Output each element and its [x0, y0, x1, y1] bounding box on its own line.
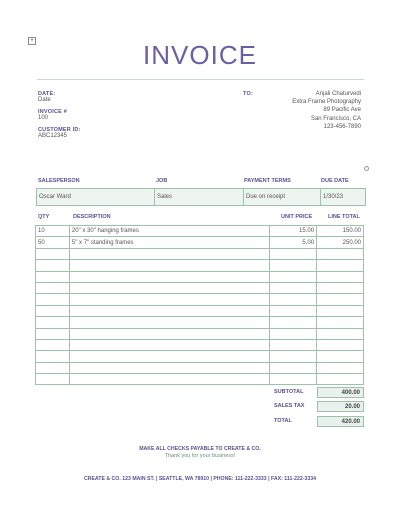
checks-payable-note: MAKE ALL CHECKS PAYABLE TO CREATE & CO.: [139, 446, 261, 452]
invoice-meta: [38, 91, 188, 139]
customer-id-label: CUSTOMER ID:: [38, 127, 81, 133]
recipient-line: San Francisco, CA: [310, 115, 361, 122]
table-row: [36, 374, 364, 385]
invoice-number-value[interactable]: 100: [38, 115, 49, 121]
date-value[interactable]: Date: [38, 97, 51, 103]
line-total-cell[interactable]: [317, 282, 364, 293]
date-label: DATE:: [38, 91, 56, 97]
unit-price-cell[interactable]: [270, 248, 317, 259]
recipient-line: Anjali Chaturvedi: [315, 91, 361, 97]
total-value[interactable]: 420.00: [317, 416, 364, 427]
table-row: [36, 328, 364, 339]
salesperson-cell[interactable]: Oscar Ward: [37, 189, 155, 205]
table-row: [36, 237, 364, 248]
qty-cell[interactable]: [36, 294, 70, 305]
qty-cell[interactable]: [36, 260, 70, 271]
qty-cell[interactable]: [36, 351, 70, 362]
line-total-cell[interactable]: [317, 351, 364, 362]
line-total-cell[interactable]: [317, 374, 364, 385]
unit-price-cell[interactable]: [270, 339, 317, 350]
unit-price-header: UNIT PRICE: [281, 214, 313, 220]
description-cell[interactable]: [69, 260, 269, 271]
line-total-cell[interactable]: [317, 328, 364, 339]
due-date-header: DUE DATE: [321, 178, 349, 184]
table-row: [36, 339, 364, 350]
line-total-cell[interactable]: [317, 248, 364, 259]
line-total-cell[interactable]: [317, 339, 364, 350]
recipient-address[interactable]: [292, 90, 361, 131]
salesperson-header: SALESPERSON: [38, 178, 80, 184]
qty-cell[interactable]: [36, 317, 70, 328]
qty-cell[interactable]: [36, 339, 70, 350]
table-row: [36, 294, 364, 305]
description-cell[interactable]: 5" x 7" standing frames: [69, 237, 269, 248]
description-cell[interactable]: [69, 351, 269, 362]
line-total-cell[interactable]: [317, 317, 364, 328]
unit-price-cell[interactable]: [270, 374, 317, 385]
qty-cell[interactable]: [36, 305, 70, 316]
subtotal-label: SUBTOTAL: [274, 389, 304, 395]
table-row: [36, 351, 364, 362]
company-address-footer: CREATE & CO. 123 MAIN ST. | SEATTLE, WA 78910 | PHONE: 111-222-3333 | FAX: 111-222-3334: [83, 476, 317, 482]
table-row: [36, 260, 364, 271]
unit-price-cell[interactable]: 15.00: [270, 226, 317, 237]
table-row: [36, 226, 364, 237]
qty-cell[interactable]: [36, 362, 70, 373]
table-row: [36, 248, 364, 259]
line-total-cell[interactable]: [317, 271, 364, 282]
recipient-line: 89 Pacific Ave: [323, 107, 361, 114]
line-total-cell[interactable]: [317, 305, 364, 316]
invoice-title: INVOICE: [143, 40, 257, 70]
description-cell[interactable]: [69, 294, 269, 305]
thank-you-note: Thank you for your business!: [164, 453, 236, 459]
sales-tax-value[interactable]: 20.00: [317, 401, 364, 412]
job-table: [36, 188, 366, 206]
to-label: TO:: [243, 91, 253, 97]
line-items-table: [35, 225, 364, 385]
payment-terms-header: PAYMENT TERMS: [244, 178, 291, 184]
qty-cell[interactable]: [36, 374, 70, 385]
unit-price-cell[interactable]: [270, 260, 317, 271]
line-total-cell[interactable]: 150.00: [317, 226, 364, 237]
line-total-cell[interactable]: [317, 260, 364, 271]
qty-cell[interactable]: [36, 282, 70, 293]
description-header: DESCRIPTION: [73, 214, 111, 220]
description-cell[interactable]: [69, 305, 269, 316]
qty-cell[interactable]: 50: [36, 237, 70, 248]
description-cell[interactable]: [69, 282, 269, 293]
description-cell[interactable]: [69, 271, 269, 282]
job-cell[interactable]: Sales: [155, 189, 244, 205]
unit-price-cell[interactable]: [270, 282, 317, 293]
qty-header: QTY: [38, 214, 50, 220]
qty-cell[interactable]: [36, 248, 70, 259]
unit-price-cell[interactable]: [270, 351, 317, 362]
unit-price-cell[interactable]: [270, 305, 317, 316]
payment-terms-cell[interactable]: Due on receipt: [244, 189, 321, 205]
description-cell[interactable]: [69, 374, 269, 385]
move-handle-icon[interactable]: +: [28, 37, 36, 45]
unit-price-cell[interactable]: [270, 294, 317, 305]
description-cell[interactable]: 20" x 30" hanging frames: [69, 226, 269, 237]
sales-tax-label: SALES TAX: [274, 403, 305, 409]
subtotal-value[interactable]: 400.00: [317, 387, 364, 398]
title-divider: [37, 79, 364, 80]
line-total-header: LINE TOTAL: [328, 214, 360, 220]
unit-price-cell[interactable]: [270, 317, 317, 328]
description-cell[interactable]: [69, 362, 269, 373]
table-row: [36, 282, 364, 293]
line-total-cell[interactable]: 250.00: [317, 237, 364, 248]
table-row: [36, 305, 364, 316]
line-total-cell[interactable]: [317, 362, 364, 373]
qty-cell[interactable]: [36, 271, 70, 282]
job-header: JOB: [156, 178, 168, 184]
description-cell[interactable]: [69, 339, 269, 350]
qty-cell[interactable]: 10: [36, 226, 70, 237]
description-cell[interactable]: [69, 317, 269, 328]
anchor-icon: [364, 166, 369, 171]
total-label: TOTAL: [274, 418, 292, 424]
line-total-cell[interactable]: [317, 294, 364, 305]
unit-price-cell[interactable]: [270, 328, 317, 339]
unit-price-cell[interactable]: [270, 271, 317, 282]
due-date-cell[interactable]: 1/30/23: [323, 194, 344, 200]
recipient-line: Extra Frame Photography: [292, 99, 361, 106]
qty-cell[interactable]: [36, 328, 70, 339]
table-row: [36, 317, 364, 328]
table-row: [36, 271, 364, 282]
description-cell[interactable]: [69, 328, 269, 339]
unit-price-cell[interactable]: 5.00: [270, 237, 317, 248]
customer-id-value[interactable]: ABC12345: [38, 133, 68, 139]
description-cell[interactable]: [69, 248, 269, 259]
recipient-line: 123-456-7890: [323, 123, 361, 130]
table-row: [36, 362, 364, 373]
unit-price-cell[interactable]: [270, 362, 317, 373]
invoice-number-label: INVOICE #: [38, 109, 68, 115]
